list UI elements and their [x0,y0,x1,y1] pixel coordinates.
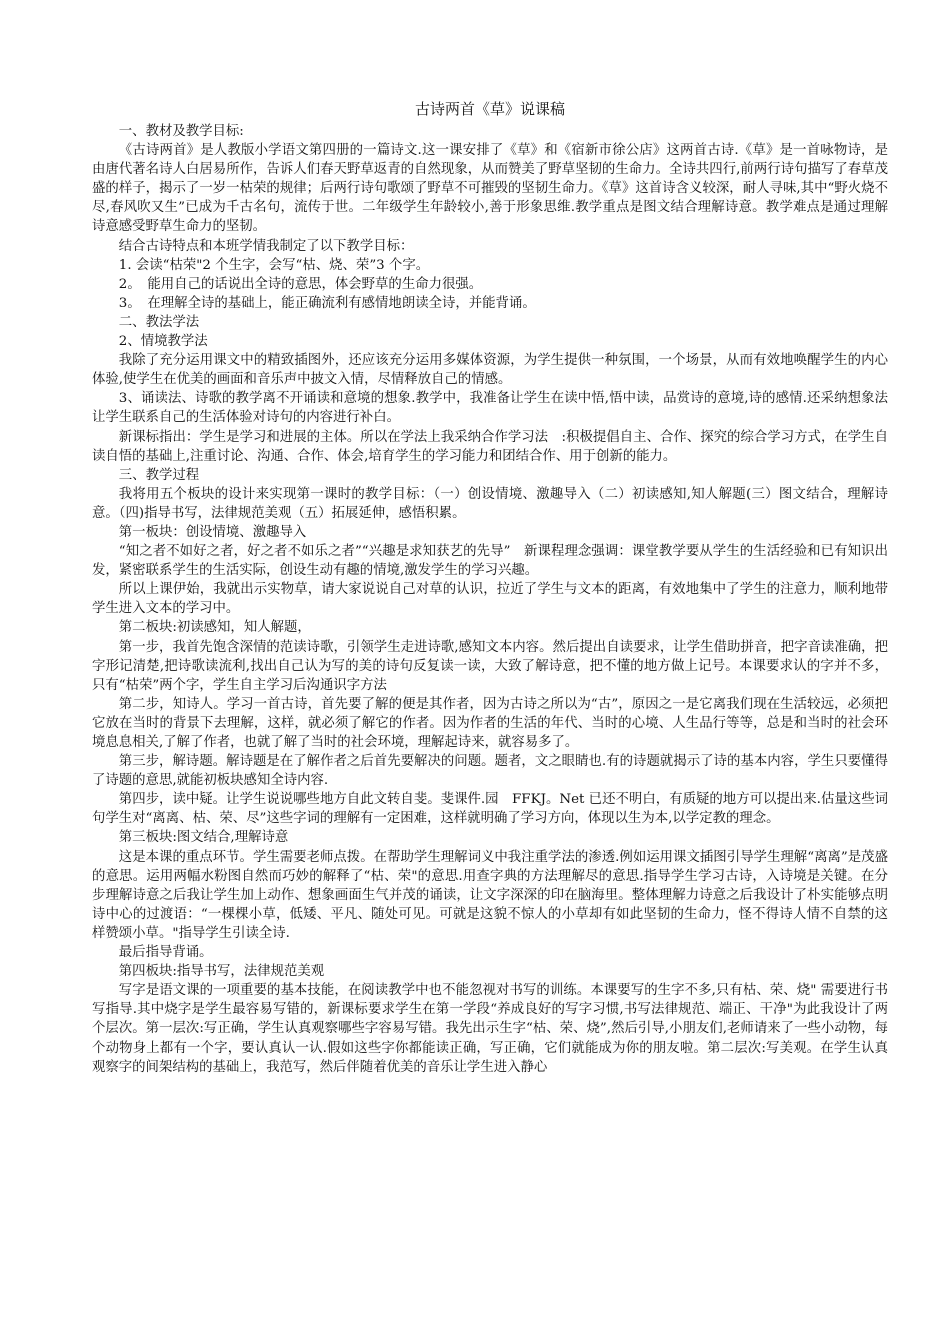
subheading-situation-method: 2、情境教学法 [118,334,208,350]
document-body [92,98,888,1077]
paragraph-step-4: 第四步，读中疑。让学生说说哪些地方自此文转自斐。斐课件.园 FFKJ。Net 已还不明白，有质疑的地方可以提出来.估量这些词句学生对“离离、枯、荣、尽”这些字词的理解有一定困难，这样就明确了学习方向，体现以生为本,以学定教的理念。 [92,792,888,827]
block-heading-2: 第二板块:初读感知，知人解题， [118,620,311,636]
goal-item-3: 3。 在理解全诗的基础上，能正确流利有感情地朗读全诗，并能背诵。 [118,295,536,311]
goal-item-2: 2。 能用自己的话说出全诗的意思，体会野草的生命力很强。 [118,276,483,292]
goal-item-1: 1. 会读“枯荣"2 个生字，会写“枯、烧、荣”3 个字。 [118,257,430,273]
paragraph-key-section: 这是本课的重点环节。学生需要老师点拨。在帮助学生理解词义中我注重学法的渗透.例如运用课文插图引导学生理解“离离”是茂盛的意思。运用两幅水粉图自然而巧妙的解释了“枯、荣"的意思.用查字典的方法理解尽的意思.指导学生学习古诗，入诗境是关键。在分步理解诗意之后我让学生加上动作、想象画面生气并茂的诵读，让文字深深的印在脑海里。整体理解力诗意之后我设计了朴实能够点明诗中心的过渡语：“一棵棵小草，低矮、平凡、随处可见。可就是这貌不惊人的小草却有如此坚韧的生命力，怪不得诗人情不自禁的这样赞颂小草。"指导学生引读全诗. [92,849,888,941]
document-title: 古诗两首《草》说课稿 [414,100,565,118]
paragraph-new-curriculum: 新课标指出：学生是学习和进展的主体。所以在学法上我采纳合作学习法 :积极提倡自主、合作、探究的综合学习方式，在学生自读自悟的基础上,注重讨论、沟通、合作、体会,培育学生的学习能力和团结合作、用于创新的能力。 [92,429,888,464]
paragraph-step-1: 第一步，我首先饱含深情的范读诗歌，引领学生走进诗歌,感知文本内容。然后提出自读要求，让学生借助拼音，把字音读准确，把字形记清楚,把诗歌读流利,找出自己认为写的美的诗句反复读一读，大致了解诗意，把不懂的地方做上记号。本课要求认的字并不多，只有“枯荣”两个字，学生自主学习后沟通识字方法 [92,639,888,693]
paragraph-reading-method: 3、诵读法、诗歌的教学离不开诵读和意境的想象.教学中，我准备让学生在读中悟,悟中读，品赏诗的意境,诗的感情.还采纳想象法让学生联系自己的生活体验对诗句的内容进行补白。 [92,391,888,426]
paragraph-step-2: 第二步，知诗人。学习一首古诗，首先要了解的便是其作者，因为古诗之所以为“古”，原因之一是它离我们现在生活较远，必须把它放在当时的背景下去理解，这样，就必须了解它的作者。因为作者的生活的年代、当时的心境、人生品行等等，总是和当时的社会环境息息相关,了解了作者，也就了解了当时的社会环境，理解起诗来，就容易多了。 [92,696,888,750]
section-heading-1: 一、教材及教学目标: [118,124,244,139]
paragraph-goals-intro: 结合古诗特点和本班学情我制定了以下教学目标： [118,238,414,254]
paragraph-material-intro: 《古诗两首》是人教版小学语文第四册的一篇诗文.这一课安排了《草》和《宿新市徐公店》这两首古诗.《草》是一首咏物诗，是由唐代著名诗人白居易所作，告诉人们春天野草返青的自然现象，从而赞美了野草坚韧的生命力。全诗共四行,前两行诗句描写了春草茂盛的样子，揭示了一岁一枯荣的规律；后两行诗句歌颂了野草不可摧毁的坚韧生命力。《草》这首诗含义较深，耐人寻味,其中“野火烧不尽,春风吹又生”已成为千古名句，流传于世。二年级学生年龄较小,善于形象思维.教学重点是图文结合理解诗意。教学难点是通过理解诗意感受野草生命力的坚韧。 [92,143,888,235]
block-heading-1: 第一板块：创设情境、激趣导入 [118,524,307,540]
block-heading-4: 第四板块:指导书写，法律规范美观 [118,964,325,980]
paragraph-step-3: 第三步，解诗题。解诗题是在了解作者之后首先要解决的问题。题者，文之眼睛也.有的诗题就揭示了诗的基本内容，学生只要懂得了诗题的意思,就能初板块感知全诗内容. [92,754,888,789]
paragraph-writing: 写字是语文课的一项重要的基本技能，在阅读教学中也不能忽视对书写的训练。本课要写的生字不多,只有枯、荣、烧" 需要进行书写指导.其中烧字是学生最容易写错的，新课标要求学生在第一学段“养成良好的写字习惯,书写法律规范、端正、干净"为此我设计了两个层次。第一层次:写正确，学生认真观察哪些字容易写错。我先出示生字“枯、荣、烧”,然后引导,小朋友们,老师请来了一些小动物，每个动物身上都有一个字，要认真认一认.假如这些字你都能读正确，写正确，它们就能成为你的朋友啦。第二层次:写美观。在学生认真观察字的间架结构的基础上，我范写，然后伴随着优美的音乐让学生进入静心 [92,983,888,1075]
paragraph-situation-method: 我除了充分运用课文中的精致插图外，还应该充分运用多媒体资源，为学生提供一种氛围，一个场景，从而有效地唤醒学生的内心体验,使学生在优美的画面和音乐声中披文入情，尽情释放自己的情感。 [92,353,888,388]
section-heading-3: 三、教学过程 [118,467,200,483]
paragraph-real-grass: 所以上课伊始，我就出示实物草，请大家说说自己对草的认识，拉近了学生与文本的距离，有效地集中了学生的注意力，顺利地带学生进入文本的学习中。 [92,582,888,617]
paragraph-recite: 最后指导背诵。 [118,945,213,961]
section-heading-2: 二、教法学法 [118,314,200,330]
paragraph-five-blocks: 我将用五个板块的设计来实现第一课时的教学目标：（一）创设情境、激趣导入（二）初读感知,知人解题(三）图文结合，理解诗意。（四)指导书写，法律规范美观（五）拓展延伸，感悟积累。 [92,486,888,521]
block-heading-3: 第三板块:图文结合,理解诗意 [118,830,289,846]
paragraph-interest-quote: “知之者不如好之者，好之者不如乐之者”“兴趣是求知获艺的先导” 新课程理念强调：课堂教学要从学生的生活经验和已有知识出发，紧密联系学生的生活实际，创设生动有趣的情境,激发学生的学习兴趣。 [92,544,888,579]
